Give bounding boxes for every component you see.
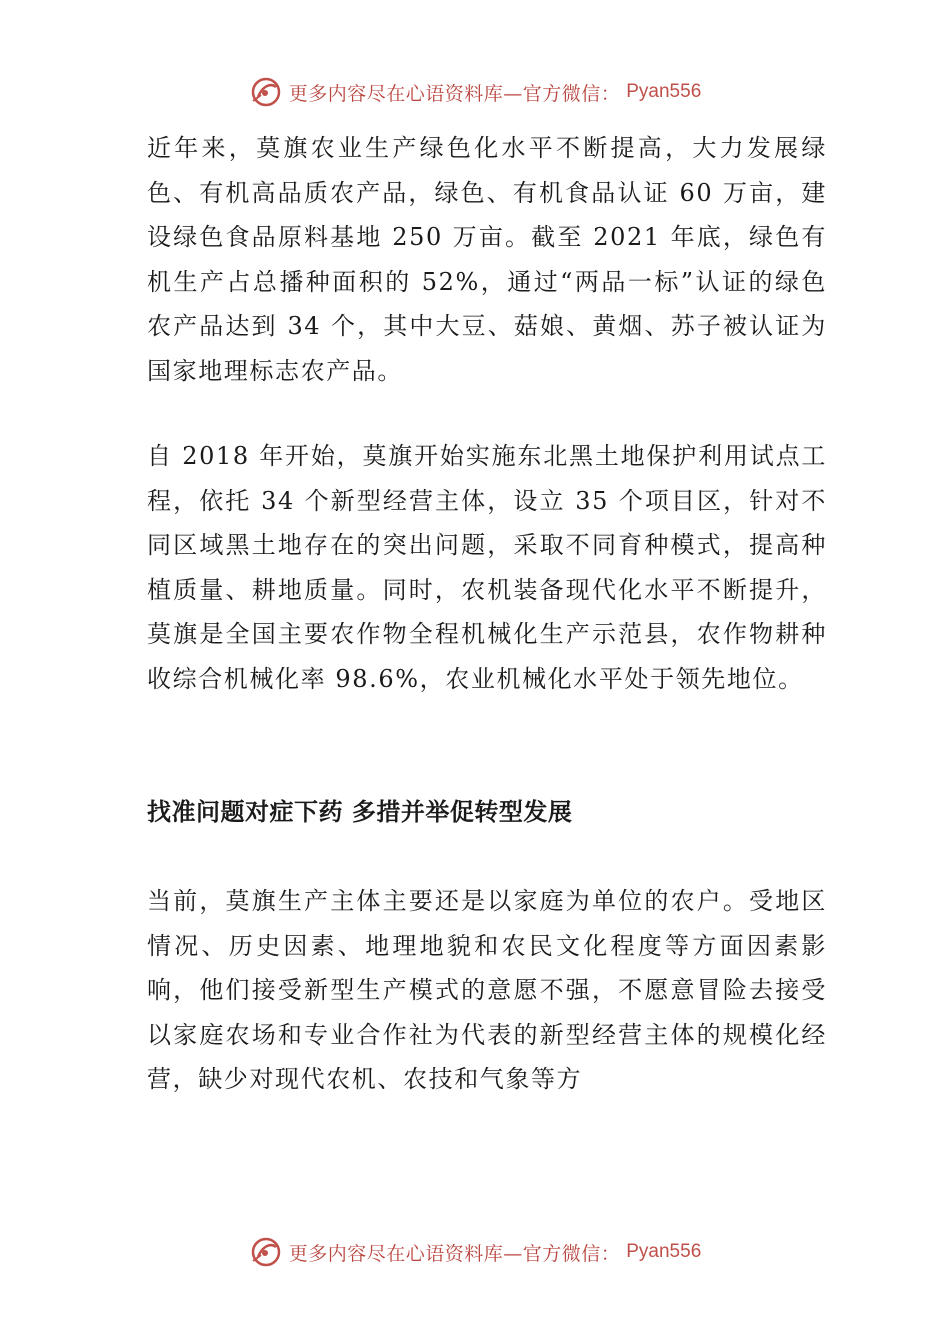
paragraph-2: 自 2018 年开始，莫旗开始实施东北黑土地保护利用试点工程，依托 34 个新型经营主体，设立 35 个项目区，针对不同区域黑土地存在的突出问题，采取不同育种模式，提高种植质量、耕地质量。同时，农机装备现代化水平不断提升，莫旗是全国主要农作物全程机械化生产示范县，农作物耕种收综合机械化率 98.6%，农业机械化水平处于领先地位。 xyxy=(147,442,827,693)
logo-icon xyxy=(249,1235,283,1269)
footer-watermark-banner xyxy=(0,1232,950,1272)
section-heading: 找准问题对症下药 多措并举促转型发展 xyxy=(147,798,573,826)
header-banner-text: 更多内容尽在心语资料库—官方微信： xyxy=(288,82,621,105)
footer-banner-text: 更多内容尽在心语资料库—官方微信： xyxy=(288,1242,621,1265)
paragraph-3: 当前，莫旗生产主体主要还是以家庭为单位的农户。受地区情况、历史因素、地理地貌和农民文化程度等方面因素影响，他们接受新型生产模式的意愿不强，不愿意冒险去接受以家庭农场和专业合作社为代表的新型经营主体的规模化经营，缺少对现代农机、农技和气象等方 xyxy=(147,887,827,1093)
paragraph-1: 近年来，莫旗农业生产绿色化水平不断提高，大力发展绿色、有机高品质农产品，绿色、有机食品认证 60 万亩，建设绿色食品原料基地 250 万亩。截至 2021 年底，绿色有机生产占总播种面积的 52%，通过“两品一标”认证的绿色农产品达到 34 个，其中大豆、菇娘、黄烟、苏子被认证为国家地理标志农产品。 xyxy=(147,134,827,385)
logo-icon xyxy=(249,75,283,109)
footer-banner-handle: Pyan556 xyxy=(626,1241,702,1262)
header-banner-handle: Pyan556 xyxy=(626,81,702,102)
header-watermark-banner xyxy=(0,72,950,112)
